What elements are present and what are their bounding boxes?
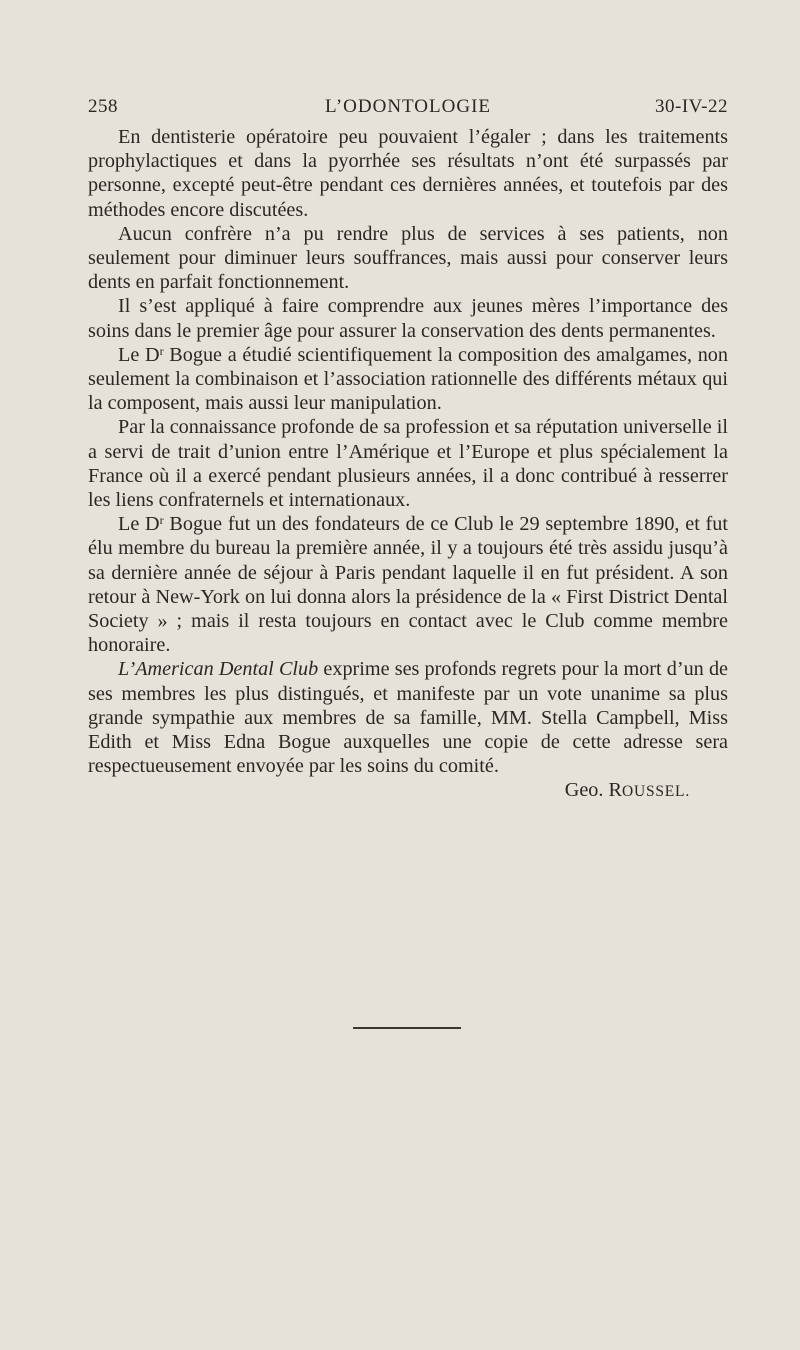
paragraph-text: Bogue a étudié scientifiquement la composition des amalgames, non seulement la combinaison et l’association rationnelle des différents métaux qui la composent, mais aussi leur manipulation. <box>88 343 728 415</box>
superscript: r <box>159 513 164 528</box>
paragraph <box>88 415 728 512</box>
issue-date: 30-IV-22 <box>655 96 728 117</box>
paragraph-text: Aucun confrère n’a pu rendre plus de services à ses patients, non seulement pour diminuer leurs souffrances, mais aussi pour conserver leurs dents en parfait fonctionnement. <box>88 222 728 294</box>
paragraph-text: Bogue fut un des fondateurs de ce Club le 29 septembre 1890, et fut élu membre du bureau la première année, il y a toujours été très assidu jusqu’à sa dernière année de séjour à Paris pendant laquelle il en fut président. A son retour à New-York on lui donna alors la présidence de la « First District Dental Society » ; mais il resta toujours en contact avec le Club comme membre honoraire. <box>88 513 728 657</box>
paragraph-lead: Le D <box>118 343 160 366</box>
club-name: L’American Dental Club <box>118 658 319 681</box>
paragraph-text: En dentisterie opératoire peu pouvaient l’égaler ; dans les traitements prophylactiques et dans la pyorrhée ses résultats n’ont été surpassés par personne, excepté peut-être pendant ces dernières années, et toutefois par des méthodes encore discutées. <box>88 126 728 221</box>
superscript: r <box>159 343 164 358</box>
paragraph <box>88 343 728 416</box>
page-number: 258 <box>88 96 118 117</box>
signature-given: Geo. <box>564 779 604 802</box>
running-header <box>88 96 728 122</box>
paragraph <box>88 125 728 222</box>
paragraph <box>88 294 728 342</box>
end-rule <box>353 1027 461 1029</box>
signature-initial: R <box>608 779 622 802</box>
paragraph-text: Par la connaissance profonde de sa profession et sa réputation universelle il a servi de trait d’union entre l’Amérique et l’Europe et plus spécialement la France où il a exercé pendant plusieurs années, il a donc contribué à resserrer les liens confraternels et internationaux. <box>88 416 728 512</box>
paragraph <box>88 657 728 778</box>
running-title: L’ODONTOLOGIE <box>324 96 492 117</box>
signature-surname: OUSSEL. <box>621 783 690 801</box>
paragraph-text: exprime ses profonds regrets pour la mort d’un de ses membres les plus distingués, et manifeste par un vote unanime sa plus grande sympathie aux membres de sa famille, MM. Stella Campbell, Miss Edith et Miss Edna Bogue auxquelles une copie de cette adresse sera respectueusement envoyée par les soins du comité. <box>88 658 728 778</box>
article-body <box>88 125 728 805</box>
paragraph-lead: Le D <box>118 513 160 536</box>
signature <box>88 778 728 804</box>
paragraph <box>88 512 728 657</box>
paragraph-text: Il s’est appliqué à faire comprendre aux jeunes mères l’importance des soins dans le premier âge pour assurer la conservation des dents permanentes. <box>88 295 728 342</box>
paragraph <box>88 222 728 295</box>
